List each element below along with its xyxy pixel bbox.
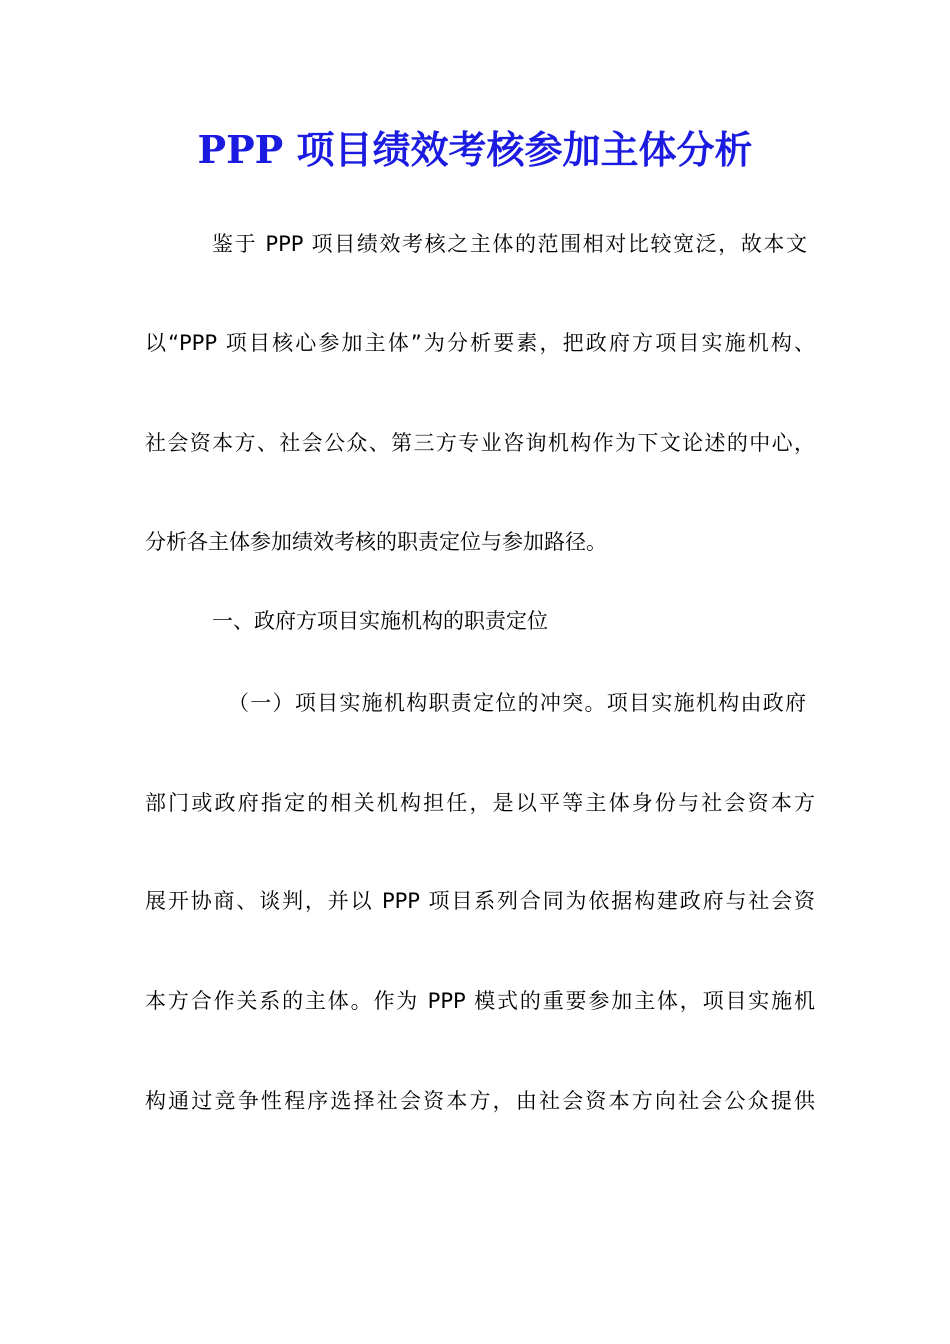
paragraph-line: （一）项目实施机构职责定位的冲突。项目实施机构由政府 bbox=[228, 691, 806, 715]
paragraph-line: 部门或政府指定的相关机构担任，是以平等主体身份与社会资本方 bbox=[145, 791, 815, 815]
paragraph-line: 本方合作关系的主体。作为 PPP 模式的重要参加主体，项目实施机 bbox=[145, 989, 815, 1013]
paragraph-line: 社会资本方、社会公众、第三方专业咨询机构作为下文论述的中心， bbox=[145, 431, 815, 455]
paragraph-line: 分析各主体参加绩效考核的职责定位与参加路径。 bbox=[145, 530, 607, 554]
paragraph-line: 构通过竞争性程序选择社会资本方，由社会资本方向社会公众提供 bbox=[145, 1089, 815, 1113]
paragraph-line: 以“PPP 项目核心参加主体”为分析要素，把政府方项目实施机构、 bbox=[145, 331, 815, 355]
document-title: PPP 项目绩效考核参加主体分析 bbox=[197, 127, 753, 172]
paragraph-line: 鉴于 PPP 项目绩效考核之主体的范围相对比较宽泛，故本文 bbox=[212, 232, 807, 256]
section-heading: 一、政府方项目实施机构的职责定位 bbox=[212, 609, 548, 633]
paragraph-line: 展开协商、谈判，并以 PPP 项目系列合同为依据构建政府与社会资 bbox=[145, 889, 815, 913]
